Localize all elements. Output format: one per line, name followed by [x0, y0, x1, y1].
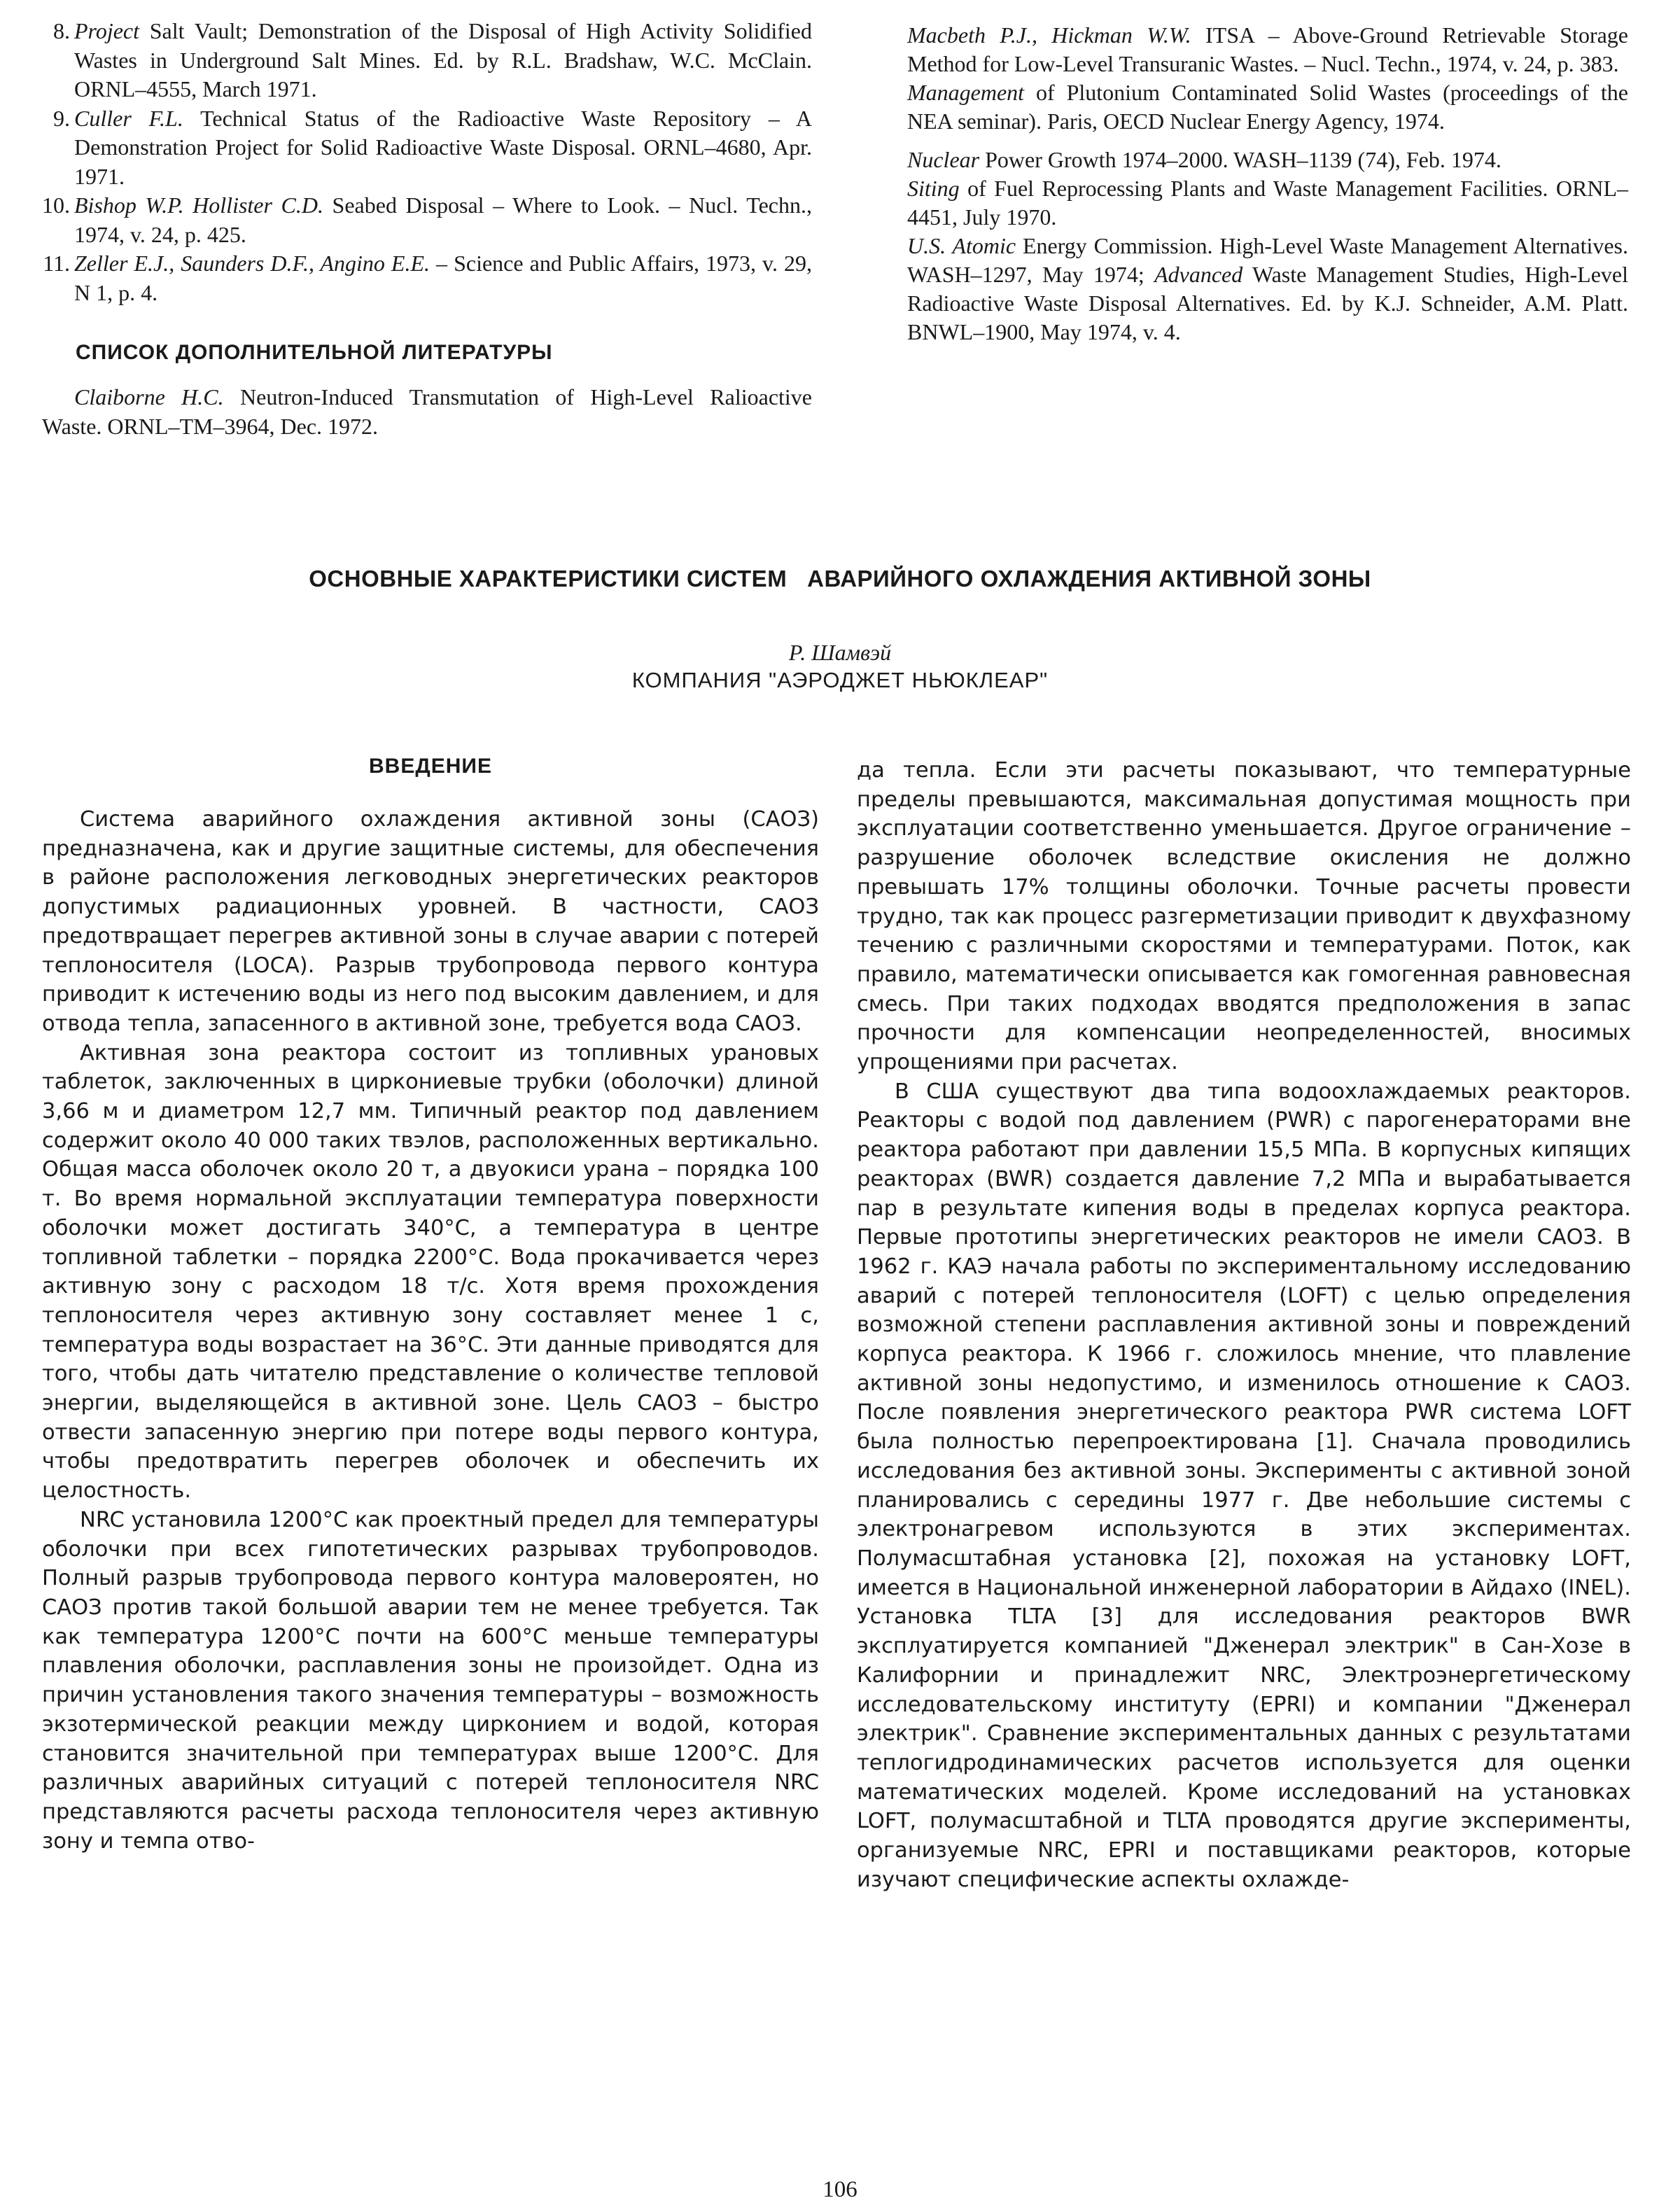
- reference-text: of Plutonium Contaminated Solid Wastes (proceedings of the NEA seminar). Paris, OECD Nuclear Energy Agency, 1974.: [907, 80, 1628, 134]
- additional-reference-item: [907, 232, 1628, 346]
- reference-text: – Science and Public Affairs, 1973, v. 29, N 1, p. 4.: [74, 251, 813, 305]
- reference-number: 8.: [53, 18, 70, 43]
- reference-text: Seabed Disposal – Where to Look. – Nucl. Techn., 1974, v. 24, p. 425.: [74, 192, 813, 247]
- reference-item: [42, 249, 812, 307]
- article-left-column: [42, 755, 819, 1856]
- body-paragraph: да тепла. Если эти расчеты показывают, что температурные пределы превышаются, максимальная допустимая мощность при эксплуатации соответственно уменьшается. Другое ограничение – разрушение оболочек вследствие окисления не должно превышать 17% толщины оболочки. Точные расчеты провести трудно, так как процесс разгерметизации приводит к двухфазному течению с различными скоростями и температурами. Поток, как правило, математически описывается как гомогенная равновесная смесь. При таких подходах вводятся предположения в запас прочности для компенсации неопределенностей, вносимых упрощениями при расчетах.: [857, 758, 1631, 1075]
- page-number: 106: [822, 2177, 858, 2202]
- reference-text: Energy Commission. High-Level Waste Management Alternatives. WASH–1297, May 1974;: [907, 233, 1629, 287]
- reference-item: [42, 191, 812, 249]
- reference-text: of Fuel Reprocessing Plants and Waste Management Facilities. ORNL–4451, July 1970.: [907, 176, 1628, 230]
- article-author: Р. Шамвэй: [788, 640, 892, 665]
- reference-item: [42, 17, 812, 104]
- additional-literature-heading: СПИСОК ДОПОЛНИТЕЛЬНОЙ ЛИТЕРАТУРЫ: [76, 341, 553, 364]
- additional-reference-item: [907, 21, 1628, 78]
- reference-item: [42, 104, 812, 192]
- references-right-column: [907, 21, 1628, 346]
- additional-reference-item: [907, 78, 1628, 136]
- reference-author: Management: [907, 80, 1025, 105]
- article-title: ОСНОВНЫЕ ХАРАКТЕРИСТИКИ СИСТЕМ АВАРИЙНОГО ОХЛАЖДЕНИЯ АКТИВНОЙ ЗОНЫ: [309, 566, 1371, 592]
- reference-number: 11.: [43, 251, 70, 276]
- reference-author: Claiborne H.C.: [74, 384, 224, 410]
- reference-text: Power Growth 1974–2000. WASH–1139 (74), Feb. 1974.: [979, 147, 1502, 172]
- introduction-heading: ВВЕДЕНИЕ: [369, 755, 492, 778]
- reference-text: Technical Status of the Radioactive Waste Repository – A Demonstration Project for Solid Radioactive Waste Disposal. ORNL–4680, Apr. 1971.: [74, 105, 813, 189]
- reference-author: Macbeth P.J., Hickman W.W.: [907, 22, 1191, 48]
- reference-number: 9.: [53, 105, 70, 131]
- reference-author: Zeller E.J., Saunders D.F., Angino E.E.: [74, 251, 430, 276]
- reference-author-secondary: Advanced: [1154, 262, 1243, 287]
- reference-number: 10.: [42, 192, 70, 218]
- reference-author: Project: [74, 18, 139, 43]
- additional-reference-item: [907, 146, 1628, 174]
- reference-text: Salt Vault; Demonstration of the Disposal of High Activity Solidified Wastes in Underground Salt Mines. Ed. by R.L. Bradshaw, W.C. McClain. ORNL–4555, March 1971.: [74, 18, 812, 102]
- body-paragraph: Система аварийного охлаждения активной зоны (САОЗ) предназначена, как и другие защитные системы, для обеспечения в районе расположения легководных энергетических реакторов допустимых радиационных уровней. В частности, САОЗ предотвращает перегрев активной зоны в случае аварии с потерей теплоносителя (LOCA). Разрыв трубопровода первого контура приводит к истечению воды из него под высоким давлением, и для отвода тепла, запасенного в активной зоне, требуется вода САОЗ.: [42, 807, 819, 1036]
- reference-list: [42, 17, 812, 307]
- reference-author: U.S. Atomic: [907, 233, 1016, 258]
- article-affiliation: КОМПАНИЯ "АЭРОДЖЕТ НЬЮКЛЕАР": [631, 668, 1049, 692]
- additional-reference-item: [42, 383, 812, 441]
- article-right-column: [857, 756, 1631, 1894]
- reference-author: Bishop W.P. Hollister C.D.: [74, 192, 323, 218]
- reference-author: Siting: [907, 176, 960, 201]
- reference-author: Culler F.L.: [74, 105, 183, 131]
- reference-text-secondary: Waste Management Studies, High-Level Radioactive Waste Disposal Alternatives. Ed. by K.J. Schneider, A.M. Platt. BNWL–1900, May 1974, v. 4.: [907, 262, 1629, 344]
- reference-text: ITSA – Above-Ground Retrievable Storage Method for Low-Level Transuranic Wastes. – Nucl. Techn., 1974, v. 24, p. 383.: [907, 22, 1629, 76]
- references-left-column: [42, 17, 812, 441]
- body-paragraph: Активная зона реактора состоит из топливных урановых таблеток, заключенных в циркониевые трубки (оболочки) длиной 3,66 м и диаметром 12,7 мм. Типичный реактор под давлением содержит около 40 000 таких твэлов, расположенных вертикально. Общая масса оболочек около 20 т, а двуокиси урана – порядка 100 т. Во время нормальной эксплуатации температура поверхности оболочки может достигать 340°С, а температура в центре топливной таблетки – порядка 2200°С. Вода прокачивается через активную зону с расходом 18 т/с. Хотя время прохождения теплоносителя через активную зону составляет менее 1 с, температура воды возрастает на 36°С. Эти данные приводятся для того, чтобы дать читателю представление о количестве тепловой энергии, выделяющейся в активной зоне. Цель САОЗ – быстро отвести запасенную энергию при потере воды первого контура, чтобы предотвратить перегрев оболочек и обеспечить их целостность.: [42, 1040, 819, 1504]
- body-paragraph: NRC установила 1200°С как проектный предел для температуры оболочки при всех гипотетических разрывах трубопроводов. Полный разрыв трубопровода первого контура маловероятен, но САОЗ против такой большой аварии тем не менее требуется. Так как температура 1200°С почти на 600°С меньше температуры плавления оболочки, расплавления зоны не произойдет. Одна из причин установления такого значения температуры – возможность экзотермической реакции между цирконием и водой, которая становится значительной при температурах выше 1200°С. Для различных аварийных ситуаций с потерей теплоносителя NRC представляются расчеты расхода теплоносителя через активную зону и темпа отво-: [42, 1507, 819, 1854]
- reference-author: Nuclear: [907, 147, 980, 172]
- reference-text: Neutron-Induced Transmutation of High-Level Ralioactive Waste. ORNL–TM–3964, Dec. 1972.: [42, 384, 813, 439]
- additional-reference-item: [907, 174, 1628, 232]
- body-paragraph: В США существуют два типа водоохлаждаемых реакторов. Реакторы с водой под давлением (PWR) с парогенераторами вне реактора работают при давлении 15,5 МПа. В корпусных кипящих реакторах (BWR) создается давление 7,2 МПа и вырабатывается пар в результате кипения воды в пределах корпуса реактора. Первые прототипы энергетических реакторов не имели САОЗ. В 1962 г. КАЭ начала работы по экспериментальному исследованию аварий с потерей теплоносителя (LOFT) с целью определения возможной степени расплавления активной зоны и повреждений корпуса реактора. К 1966 г. сложилось мнение, что плавление активной зоны недопустимо, и изменилось отношение к САОЗ. После появления энергетического реактора PWR система LOFT была полностью перепроектирована [1]. Сначала проводились исследования без активной зоны. Эксперименты с активной зоной планировались с середины 1977 г. Две небольшие системы с электронагревом используются в этих экспериментах. Полумасштабная установка [2], похожая на установку LOFT, имеется в Национальной инженерной лаборатории в Айдахо (INEL). Установка TLTA [3] для исследования реакторов BWR эксплуатируется компанией "Дженерал электрик" в Сан-Хозе в Калифорнии и принадлежит NRC, Электроэнергетическому исследовательскому институту (EPRI) и компании "Дженерал электрик". Сравнение экспериментальных данных с результатами теплогидродинамических расчетов используется для оценки математических моделей. Кроме исследований на установках LOFT, полумасштабной и TLTA проводятся другие эксперименты, организуемые NRC, EPRI и поставщиками реакторов, которые изучают специфические аспекты охлажде-: [857, 1079, 1631, 1892]
